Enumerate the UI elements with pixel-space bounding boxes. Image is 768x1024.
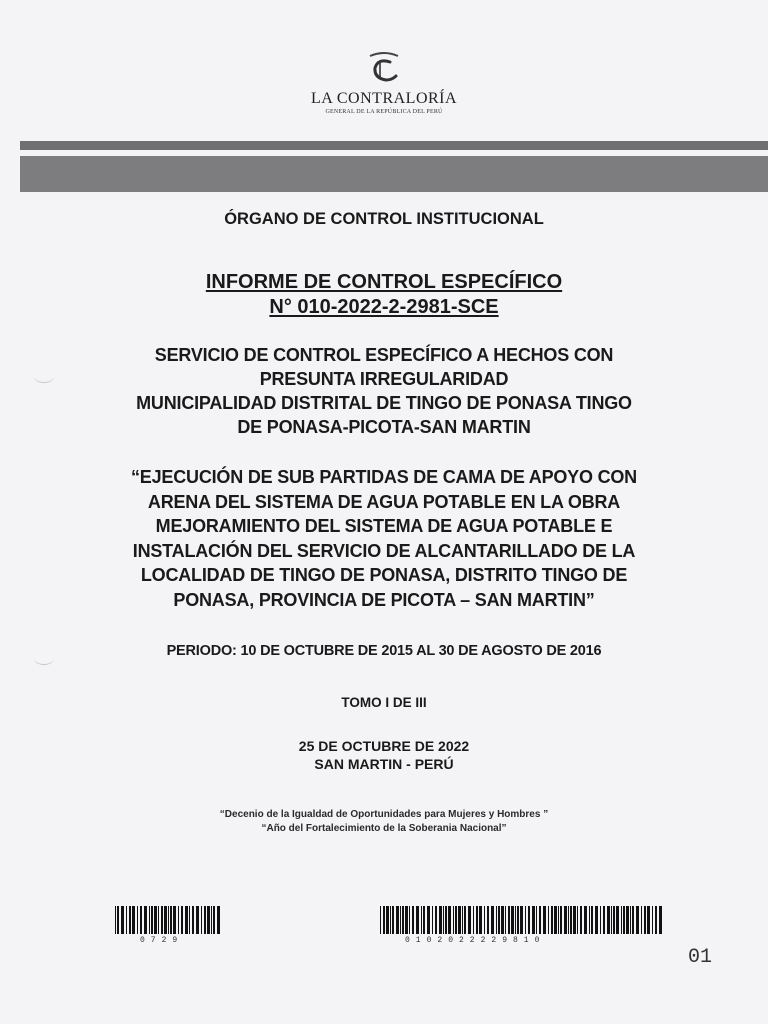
date-place — [0, 737, 768, 773]
barcode-bar — [189, 906, 190, 934]
barcode-bar — [439, 906, 442, 934]
barcode-right — [380, 906, 665, 934]
punch-hole-mark — [34, 652, 54, 665]
barcode-bar — [121, 906, 124, 934]
barcode-bar — [515, 906, 516, 934]
org-name: LA CONTRALORÍA — [310, 90, 458, 107]
barcode-bar — [647, 906, 650, 934]
barcode-bar — [132, 906, 135, 934]
barcode-bar — [591, 906, 593, 934]
barcode-bar — [577, 906, 578, 934]
service-line: PRESUNTA IRREGULARIDAD — [259, 369, 509, 389]
barcode-bar — [636, 906, 639, 934]
barcode-bar — [161, 906, 163, 934]
contraloria-logo — [0, 48, 768, 115]
barcode-bar — [508, 906, 510, 934]
barcode-bar — [178, 906, 179, 934]
barcode-bar — [655, 906, 657, 934]
org-subtitle: GENERAL DE LA REPÚBLICA DEL PERÚ — [325, 109, 443, 115]
barcode-right-number: 0102022229810 — [405, 936, 546, 945]
project-line: PONASA, PROVINCIA DE PICOTA – SAN MARTIN” — [173, 589, 595, 610]
project-line: MEJORAMIENTO DEL SISTEMA DE AGUA POTABLE E — [155, 516, 613, 536]
barcode-bar — [484, 906, 485, 934]
barcode-bar — [652, 906, 653, 934]
barcode-bar — [511, 906, 514, 934]
barcode-bar — [412, 906, 414, 934]
quote-line: “Año del Fortalecimiento de la Soberania Nacional” — [261, 823, 507, 834]
barcode-bar — [392, 906, 394, 934]
barcode-bar — [458, 906, 461, 934]
service-line: DE PONASA-PICOTA-SAN MARTIN — [237, 417, 531, 437]
barcode-bar — [201, 906, 202, 934]
barcode-bar — [173, 906, 176, 934]
barcode-bar — [659, 906, 662, 934]
barcode-bar — [536, 906, 537, 934]
barcode-bar — [427, 906, 430, 934]
barcode-bar — [204, 906, 206, 934]
barcode-bar — [432, 906, 433, 934]
barcode-bar — [207, 906, 210, 934]
barcode-bar — [560, 906, 562, 934]
barcode-bar — [196, 906, 199, 934]
barcode-bar — [558, 906, 559, 934]
barcode-bar — [641, 906, 642, 934]
barcode-bar — [568, 906, 569, 934]
barcode-bar — [396, 906, 399, 934]
barcode-bar — [383, 906, 385, 934]
barcode-bar — [501, 906, 504, 934]
organ-heading: ÓRGANO DE CONTROL INSTITUCIONAL — [224, 210, 544, 228]
barcode-bar — [520, 906, 523, 934]
report-place: SAN MARTIN - PERÚ — [314, 756, 454, 772]
barcode-bar — [580, 906, 582, 934]
barcode-bar — [543, 906, 546, 934]
barcode-bar — [632, 906, 634, 934]
barcode-bar — [435, 906, 437, 934]
barcode-bar — [185, 906, 188, 934]
barcode-bar — [416, 906, 419, 934]
barcode-bar — [573, 906, 576, 934]
barcode-bar — [154, 906, 157, 934]
barcode-bar — [158, 906, 159, 934]
barcode-bar — [487, 906, 489, 934]
barcode-bar — [453, 906, 454, 934]
barcode-bar — [217, 906, 220, 934]
barcode-bar — [611, 906, 612, 934]
barcode-bar — [380, 906, 381, 934]
project-line: LOCALIDAD DE TINGO DE PONASA, DISTRITO TINGO DE — [140, 565, 628, 585]
service-description — [0, 343, 768, 439]
project-line: ARENA DEL SISTEMA DE AGUA POTABLE EN LA OBRA — [147, 491, 621, 512]
barcode-bar — [551, 906, 553, 934]
barcode-bar — [607, 906, 610, 934]
barcode-bar — [129, 906, 131, 934]
barcode-bar — [164, 906, 167, 934]
barcode-bar — [115, 906, 116, 934]
barcode-bar — [532, 906, 535, 934]
barcode-bar — [644, 906, 646, 934]
barcode-bar — [505, 906, 506, 934]
barcode-bar — [525, 906, 526, 934]
barcode-bar — [564, 906, 567, 934]
barcode-bar — [462, 906, 463, 934]
barcode-bar — [603, 906, 605, 934]
barcode-bar — [616, 906, 619, 934]
decade-quote — [0, 808, 768, 836]
barcode-bar — [423, 906, 425, 934]
barcode-left-number: 0729 — [140, 936, 184, 945]
contraloria-emblem-icon — [354, 48, 414, 88]
barcode-bar — [400, 906, 401, 934]
report-title — [0, 270, 768, 320]
barcode-bar — [630, 906, 631, 934]
barcode-bar — [126, 906, 127, 934]
service-line: MUNICIPALIDAD DISTRITAL DE TINGO DE PONASA TINGO — [136, 393, 632, 413]
barcode-bar — [600, 906, 601, 934]
punch-hole-mark — [34, 370, 54, 383]
barcode-bar — [623, 906, 625, 934]
project-description — [0, 465, 768, 612]
page-number: 01 — [688, 946, 713, 969]
report-title-line1: INFORME DE CONTROL ESPECÍFICO — [205, 271, 563, 293]
barcode-bar — [496, 906, 497, 934]
barcode-bar — [402, 906, 404, 934]
barcode-bar — [554, 906, 557, 934]
barcode-bar — [211, 906, 212, 934]
barcode-bar — [455, 906, 457, 934]
service-line: SERVICIO DE CONTROL ESPECÍFICO A HECHOS CON — [154, 345, 614, 365]
barcode-bar — [626, 906, 629, 934]
barcode-bar — [137, 906, 138, 934]
report-date: 25 DE OCTUBRE DE 2022 — [298, 738, 470, 754]
barcode-bar — [421, 906, 422, 934]
barcode-bar — [390, 906, 391, 934]
barcode-bar — [548, 906, 549, 934]
barcode-bar — [445, 906, 447, 934]
barcode-bar — [213, 906, 215, 934]
barcode-bar — [621, 906, 622, 934]
barcode-bar — [613, 906, 615, 934]
header-band-thick — [20, 156, 768, 192]
barcode-bar — [149, 906, 150, 934]
barcode-bar — [528, 906, 530, 934]
project-line: “EJECUCIÓN DE SUB PARTIDAS DE CAMA DE APOYO CON — [131, 467, 637, 487]
barcode-bar — [539, 906, 541, 934]
barcode-bar — [151, 906, 153, 934]
barcode-bar — [479, 906, 482, 934]
project-line: INSTALACIÓN DEL SERVICIO DE ALCANTARILLADO DE LA — [132, 540, 636, 561]
barcode-bar — [491, 906, 494, 934]
barcode-bar — [386, 906, 389, 934]
period-text: PERIODO: 10 DE OCTUBRE DE 2015 AL 30 DE AGOSTO DE 2016 — [166, 643, 602, 659]
barcode-bar — [584, 906, 587, 934]
barcode-bar — [448, 906, 451, 934]
barcode-bar — [517, 906, 519, 934]
header-band-thin — [20, 141, 768, 150]
barcode-bar — [405, 906, 408, 934]
barcode-left — [115, 906, 220, 934]
barcode-bar — [117, 906, 119, 934]
barcode-bar — [464, 906, 466, 934]
quote-line: “Decenio de la Igualdad de Oportunidades para Mujeres y Hombres ” — [219, 809, 549, 820]
barcode-bar — [181, 906, 183, 934]
barcode-bar — [170, 906, 172, 934]
report-number: N° 010-2022-2-2981-SCE — [269, 296, 499, 318]
barcode-bar — [144, 906, 147, 934]
barcode-bar — [595, 906, 598, 934]
barcode-bar — [443, 906, 444, 934]
barcode-bar — [468, 906, 471, 934]
barcode-bar — [570, 906, 572, 934]
barcode-bar — [473, 906, 474, 934]
barcode-bar — [409, 906, 410, 934]
volume-text: TOMO I DE III — [341, 695, 427, 710]
barcode-bar — [192, 906, 194, 934]
barcode-bar — [140, 906, 142, 934]
barcode-bar — [589, 906, 590, 934]
barcode-bar — [168, 906, 169, 934]
barcode-bar — [476, 906, 478, 934]
barcode-bar — [498, 906, 500, 934]
